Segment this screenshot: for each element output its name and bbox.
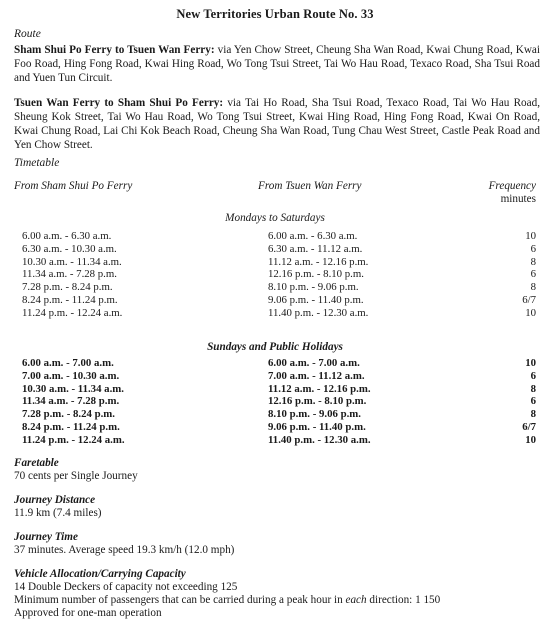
distance-value: 11.9 km (7.4 miles) xyxy=(14,507,102,519)
frequency-value: 6 xyxy=(530,268,536,281)
frequency-value: 6 xyxy=(530,369,536,382)
frequency-value: 6/7 xyxy=(522,421,536,433)
timetable-heading: Timetable xyxy=(14,157,60,169)
time-from-sham-shui-po: 11.34 a.m. - 7.28 p.m. xyxy=(22,395,120,408)
col-frequency xyxy=(489,180,536,206)
frequency-value: 8 xyxy=(530,255,536,268)
time-from-tsuen-wan: 6.30 a.m. - 11.12 a.m. xyxy=(268,242,363,255)
vehicle-line-2-a: Minimum number of passengers that can be carried during a peak hour in xyxy=(14,594,343,606)
time-from-sham-shui-po: 10.30 a.m. - 11.34 a.m. xyxy=(22,382,124,395)
frequency-value: 8 xyxy=(530,281,536,294)
timetable-row xyxy=(0,230,550,243)
time-from-sham-shui-po: 7.28 p.m. - 8.24 p.m. xyxy=(22,408,115,421)
time-from-sham-shui-po: 8.24 p.m. - 11.24 p.m. xyxy=(22,294,118,306)
time-from-sham-shui-po: 6.00 a.m. - 6.30 a.m. xyxy=(22,230,112,242)
time-from-sham-shui-po: 11.34 a.m. - 7.28 p.m. xyxy=(22,268,117,281)
timetable-row xyxy=(0,243,550,256)
col-from-sham-shui-po: From Sham Shui Po Ferry xyxy=(14,180,133,192)
time-from-tsuen-wan: 12.16 p.m. - 8.10 p.m. xyxy=(268,268,364,281)
frequency-value: 10 xyxy=(525,230,536,242)
timetable-row xyxy=(0,281,550,294)
timetable-row xyxy=(0,294,550,307)
timetable-row xyxy=(0,383,550,396)
route-inbound-name: Tsuen Wan Ferry to Sham Shui Po Ferry: xyxy=(14,97,224,109)
timetable-row xyxy=(0,408,550,421)
time-from-sham-shui-po: 6.00 a.m. - 7.00 a.m. xyxy=(22,357,114,369)
distance-heading: Journey Distance xyxy=(14,494,96,506)
time-from-tsuen-wan: 11.40 p.m. - 12.30 a.m. xyxy=(268,306,369,319)
time-from-tsuen-wan: 7.00 a.m. - 11.12 a.m. xyxy=(268,369,365,382)
route-inbound-via: via Tai Ho Road, Sha Tsui Road, Texaco Road, Tai Wo Hau Road, Sheung Kok Street, Tai Wo Hau Road, Wo Tong Tsui Street, Kwai Hing Road, Hing Fong Road, Kwai On Road, Kwai Chung Road, Lai Chi Kok Beach Road, Cheung Sha Wan Road, Tung Chau West Street, Castle Peak Road and Yen Chow Street. xyxy=(14,97,540,151)
time-from-tsuen-wan: 6.00 a.m. - 6.30 a.m. xyxy=(268,230,358,242)
time-from-tsuen-wan: 8.10 p.m. - 9.06 p.m. xyxy=(268,281,359,294)
frequency-value: 10 xyxy=(525,357,536,369)
frequency-value: 8 xyxy=(530,408,536,421)
col-frequency-label: Frequency xyxy=(488,180,536,192)
time-from-sham-shui-po: 11.24 p.m. - 12.24 a.m. xyxy=(22,433,125,446)
timetable-row xyxy=(0,434,550,447)
route-heading: Route xyxy=(14,28,41,40)
frequency-value: 6/7 xyxy=(522,294,536,306)
page-title: New Territories Urban Route No. 33 xyxy=(176,7,374,21)
timetable-row xyxy=(0,421,550,434)
time-from-tsuen-wan: 6.00 a.m. - 7.00 a.m. xyxy=(268,357,360,369)
col-from-tsuen-wan: From Tsuen Wan Ferry xyxy=(258,180,362,192)
route-outbound-name: Sham Shui Po Ferry to Tsuen Wan Ferry: xyxy=(14,44,215,56)
time-from-sham-shui-po: 8.24 p.m. - 11.24 p.m. xyxy=(22,421,120,433)
weekday-heading: Mondays to Saturdays xyxy=(225,212,325,224)
col-frequency-unit: minutes xyxy=(500,193,536,205)
route-outbound xyxy=(14,43,540,85)
time-from-sham-shui-po: 7.28 p.m. - 8.24 p.m. xyxy=(22,281,113,294)
faretable-heading: Faretable xyxy=(14,457,59,469)
timetable-row xyxy=(0,370,550,383)
faretable-value: 70 cents per Single Journey xyxy=(14,470,138,482)
time-from-tsuen-wan: 9.06 p.m. - 11.40 p.m. xyxy=(268,421,366,433)
frequency-value: 6 xyxy=(530,395,536,408)
timetable-row xyxy=(0,256,550,269)
vehicle-line-2-em: each xyxy=(345,594,367,606)
journey-time-value: 37 minutes. Average speed 19.3 km/h (12.0 mph) xyxy=(14,544,235,556)
timetable-row xyxy=(0,268,550,281)
vehicle-line-3: Approved for one-man operation xyxy=(14,607,162,619)
time-from-tsuen-wan: 11.12 a.m. - 12.16 p.m. xyxy=(268,382,371,395)
vehicle-line-2 xyxy=(14,594,544,607)
time-from-sham-shui-po: 11.24 p.m. - 12.24 a.m. xyxy=(22,306,123,319)
vehicle-line-1: 14 Double Deckers of capacity not exceeding 125 xyxy=(14,581,238,593)
frequency-value: 8 xyxy=(530,382,536,395)
time-from-tsuen-wan: 8.10 p.m. - 9.06 p.m. xyxy=(268,408,361,421)
holiday-heading: Sundays and Public Holidays xyxy=(207,341,343,353)
journey-time-heading: Journey Time xyxy=(14,531,78,543)
time-from-tsuen-wan: 11.40 p.m. - 12.30 a.m. xyxy=(268,433,371,446)
timetable-row xyxy=(0,395,550,408)
frequency-value: 10 xyxy=(525,306,536,319)
time-from-tsuen-wan: 11.12 a.m. - 12.16 p.m. xyxy=(268,255,369,268)
route-inbound xyxy=(14,96,540,152)
vehicle-line-2-b: direction: 1 150 xyxy=(369,594,441,606)
route-outbound-via: via Yen Chow Street, Cheung Sha Wan Road, Kwai Chung Road, Kwai Foo Road, Hing Fong Road, Kwai Hing Road, Wo Tong Tsui Street, Tai Wo Hau Road, Texaco Road, Sha Tsui Road and Yuen Tun Circuit. xyxy=(14,44,540,84)
time-from-sham-shui-po: 7.00 a.m. - 10.30 a.m. xyxy=(22,369,120,382)
frequency-value: 10 xyxy=(525,433,536,446)
time-from-sham-shui-po: 10.30 a.m. - 11.34 a.m. xyxy=(22,255,122,268)
time-from-sham-shui-po: 6.30 a.m. - 10.30 a.m. xyxy=(22,242,117,255)
timetable-row xyxy=(0,307,550,320)
time-from-tsuen-wan: 9.06 p.m. - 11.40 p.m. xyxy=(268,294,364,306)
frequency-value: 6 xyxy=(530,242,536,255)
timetable-row xyxy=(0,357,550,370)
vehicle-heading: Vehicle Allocation/Carrying Capacity xyxy=(14,568,186,580)
time-from-tsuen-wan: 12.16 p.m. - 8.10 p.m. xyxy=(268,395,367,408)
